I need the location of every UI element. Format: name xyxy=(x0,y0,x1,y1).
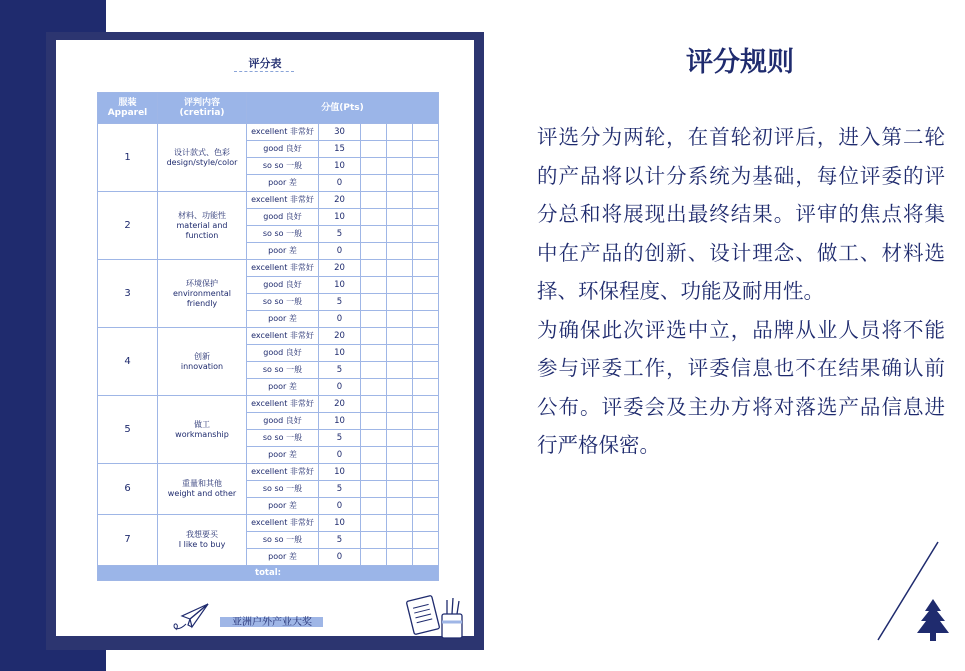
score-entry-cell xyxy=(361,464,387,481)
rating-label: so so 一般 xyxy=(247,362,319,379)
score-entry-cell xyxy=(361,141,387,158)
score-entry-cell xyxy=(413,226,439,243)
score-entry-cell xyxy=(413,430,439,447)
score-entry-cell xyxy=(361,430,387,447)
score-entry-cell xyxy=(413,175,439,192)
title-underline xyxy=(234,71,294,75)
table-row xyxy=(98,260,439,277)
category-number: 3 xyxy=(98,260,158,328)
rating-label: so so 一般 xyxy=(247,430,319,447)
rating-label: good 良好 xyxy=(247,209,319,226)
criteria-cell: 环境保护 environmental friendly xyxy=(158,260,247,328)
score-entry-cell xyxy=(361,413,387,430)
score-entry-cell xyxy=(387,515,413,532)
criteria-cell: 设计款式、色彩 design/style/color xyxy=(158,124,247,192)
score-entry-cell xyxy=(413,124,439,141)
score-entry-cell xyxy=(361,379,387,396)
score-entry-cell xyxy=(387,158,413,175)
category-number: 2 xyxy=(98,192,158,260)
rating-label: poor 差 xyxy=(247,175,319,192)
paper-plane-icon xyxy=(168,600,216,636)
score-entry-cell xyxy=(413,158,439,175)
rating-label: so so 一般 xyxy=(247,481,319,498)
score-entry-cell xyxy=(361,294,387,311)
points-value: 10 xyxy=(319,209,361,226)
points-value: 0 xyxy=(319,243,361,260)
score-entry-cell xyxy=(413,345,439,362)
score-entry-cell xyxy=(361,362,387,379)
score-entry-cell xyxy=(413,311,439,328)
score-entry-cell xyxy=(361,481,387,498)
score-entry-cell xyxy=(387,532,413,549)
score-entry-cell xyxy=(361,549,387,566)
score-entry-cell xyxy=(387,413,413,430)
points-value: 0 xyxy=(319,379,361,396)
rating-label: excellent 非常好 xyxy=(247,260,319,277)
sheet-title: 评分表 xyxy=(248,57,282,70)
category-number: 7 xyxy=(98,515,158,566)
rating-label: excellent 非常好 xyxy=(247,328,319,345)
rating-label: excellent 非常好 xyxy=(247,464,319,481)
score-entry-cell xyxy=(361,328,387,345)
score-entry-cell xyxy=(387,124,413,141)
score-entry-cell xyxy=(387,464,413,481)
points-value: 0 xyxy=(319,549,361,566)
score-entry-cell xyxy=(387,192,413,209)
rating-label: good 良好 xyxy=(247,413,319,430)
score-entry-cell xyxy=(361,498,387,515)
rating-label: poor 差 xyxy=(247,379,319,396)
points-value: 5 xyxy=(319,532,361,549)
table-row xyxy=(98,396,439,413)
score-entry-cell xyxy=(413,413,439,430)
score-entry-cell xyxy=(387,260,413,277)
score-entry-cell xyxy=(361,345,387,362)
points-value: 0 xyxy=(319,311,361,328)
header-score: 分值(Pts) xyxy=(247,93,439,124)
rating-label: good 良好 xyxy=(247,345,319,362)
header-criteria: 评判内容 (cretiria) xyxy=(158,93,247,124)
table-row xyxy=(98,328,439,345)
table-row xyxy=(98,124,439,141)
rating-label: excellent 非常好 xyxy=(247,124,319,141)
score-table xyxy=(97,92,439,581)
rating-label: poor 差 xyxy=(247,311,319,328)
category-number: 5 xyxy=(98,396,158,464)
table-row xyxy=(98,464,439,481)
score-entry-cell xyxy=(387,362,413,379)
points-value: 20 xyxy=(319,328,361,345)
score-entry-cell xyxy=(413,362,439,379)
score-entry-cell xyxy=(387,175,413,192)
score-entry-cell xyxy=(413,209,439,226)
points-value: 20 xyxy=(319,260,361,277)
rating-label: so so 一般 xyxy=(247,294,319,311)
score-entry-cell xyxy=(413,447,439,464)
rating-label: excellent 非常好 xyxy=(247,396,319,413)
points-value: 15 xyxy=(319,141,361,158)
score-entry-cell xyxy=(413,464,439,481)
criteria-cell: 做工 workmanship xyxy=(158,396,247,464)
score-entry-cell xyxy=(387,549,413,566)
pine-tree-icon xyxy=(913,597,953,643)
points-value: 0 xyxy=(319,175,361,192)
score-entry-cell xyxy=(387,345,413,362)
total-label: total: xyxy=(98,566,439,581)
criteria-cell: 创新 innovation xyxy=(158,328,247,396)
rating-label: poor 差 xyxy=(247,498,319,515)
total-row xyxy=(98,566,439,581)
rating-label: poor 差 xyxy=(247,549,319,566)
score-entry-cell xyxy=(361,532,387,549)
score-entry-cell xyxy=(413,243,439,260)
rating-label: excellent 非常好 xyxy=(247,192,319,209)
score-entry-cell xyxy=(413,549,439,566)
score-entry-cell xyxy=(387,277,413,294)
rating-label: poor 差 xyxy=(247,447,319,464)
points-value: 10 xyxy=(319,515,361,532)
table-body xyxy=(98,124,439,566)
score-entry-cell xyxy=(361,209,387,226)
points-value: 5 xyxy=(319,430,361,447)
score-entry-cell xyxy=(387,141,413,158)
points-value: 10 xyxy=(319,464,361,481)
score-entry-cell xyxy=(387,498,413,515)
score-entry-cell xyxy=(387,311,413,328)
score-entry-cell xyxy=(413,328,439,345)
criteria-cell: 我想要买 I like to buy xyxy=(158,515,247,566)
notebook-pencils-icon xyxy=(402,592,468,642)
score-entry-cell xyxy=(361,515,387,532)
points-value: 10 xyxy=(319,345,361,362)
points-value: 20 xyxy=(319,192,361,209)
points-value: 5 xyxy=(319,294,361,311)
rating-label: excellent 非常好 xyxy=(247,515,319,532)
score-entry-cell xyxy=(387,243,413,260)
category-number: 1 xyxy=(98,124,158,192)
criteria-cell: 重量和其他 weight and other xyxy=(158,464,247,515)
brand-name: 亚洲户外产业大奖 xyxy=(232,617,312,628)
header-apparel: 服装 Apparel xyxy=(98,93,158,124)
table-row xyxy=(98,192,439,209)
score-entry-cell xyxy=(413,294,439,311)
score-entry-cell xyxy=(413,532,439,549)
rules-paragraph: 评选分为两轮，在首轮初评后，进入第二轮的产品将以计分系统为基础，每位评委的评分总和将展现出最终结果。评审的焦点将集中在产品的创新、设计理念、做工、材料选择、环保程度、功能及耐用性。 xyxy=(537,125,945,303)
score-entry-cell xyxy=(361,311,387,328)
score-entry-cell xyxy=(387,396,413,413)
score-entry-cell xyxy=(413,379,439,396)
score-entry-cell xyxy=(361,226,387,243)
points-value: 5 xyxy=(319,226,361,243)
score-entry-cell xyxy=(387,294,413,311)
score-entry-cell xyxy=(387,430,413,447)
score-entry-cell xyxy=(387,379,413,396)
points-value: 0 xyxy=(319,498,361,515)
score-entry-cell xyxy=(387,226,413,243)
category-number: 6 xyxy=(98,464,158,515)
score-entry-cell xyxy=(387,447,413,464)
rating-label: poor 差 xyxy=(247,243,319,260)
score-entry-cell xyxy=(361,396,387,413)
points-value: 0 xyxy=(319,447,361,464)
score-entry-cell xyxy=(387,209,413,226)
table-header-row xyxy=(98,93,439,124)
rating-label: so so 一般 xyxy=(247,158,319,175)
rules-paragraph: 为确保此次评选中立，品牌从业人员将不能参与评委工作，评委信息也不在结果确认前公布。评委会及主办方将对落选产品信息进行严格保密。 xyxy=(537,317,945,457)
score-entry-cell xyxy=(387,328,413,345)
rating-label: good 良好 xyxy=(247,277,319,294)
points-value: 10 xyxy=(319,277,361,294)
score-entry-cell xyxy=(413,515,439,532)
points-value: 5 xyxy=(319,362,361,379)
criteria-cell: 材料、功能性 material and function xyxy=(158,192,247,260)
rules-body xyxy=(537,118,945,465)
score-entry-cell xyxy=(413,260,439,277)
score-entry-cell xyxy=(361,124,387,141)
score-entry-cell xyxy=(413,481,439,498)
points-value: 10 xyxy=(319,158,361,175)
score-entry-cell xyxy=(361,447,387,464)
table-row xyxy=(98,515,439,532)
category-number: 4 xyxy=(98,328,158,396)
score-entry-cell xyxy=(361,277,387,294)
score-entry-cell xyxy=(413,141,439,158)
score-entry-cell xyxy=(413,498,439,515)
score-entry-cell xyxy=(361,175,387,192)
points-value: 20 xyxy=(319,396,361,413)
points-value: 10 xyxy=(319,413,361,430)
score-entry-cell xyxy=(361,260,387,277)
points-value: 30 xyxy=(319,124,361,141)
rating-label: so so 一般 xyxy=(247,532,319,549)
score-entry-cell xyxy=(387,481,413,498)
score-entry-cell xyxy=(413,192,439,209)
score-entry-cell xyxy=(413,396,439,413)
rating-label: so so 一般 xyxy=(247,226,319,243)
score-entry-cell xyxy=(413,277,439,294)
score-entry-cell xyxy=(361,158,387,175)
rating-label: good 良好 xyxy=(247,141,319,158)
rules-title: 评分规则 xyxy=(686,47,794,78)
score-entry-cell xyxy=(361,243,387,260)
score-entry-cell xyxy=(361,192,387,209)
points-value: 5 xyxy=(319,481,361,498)
